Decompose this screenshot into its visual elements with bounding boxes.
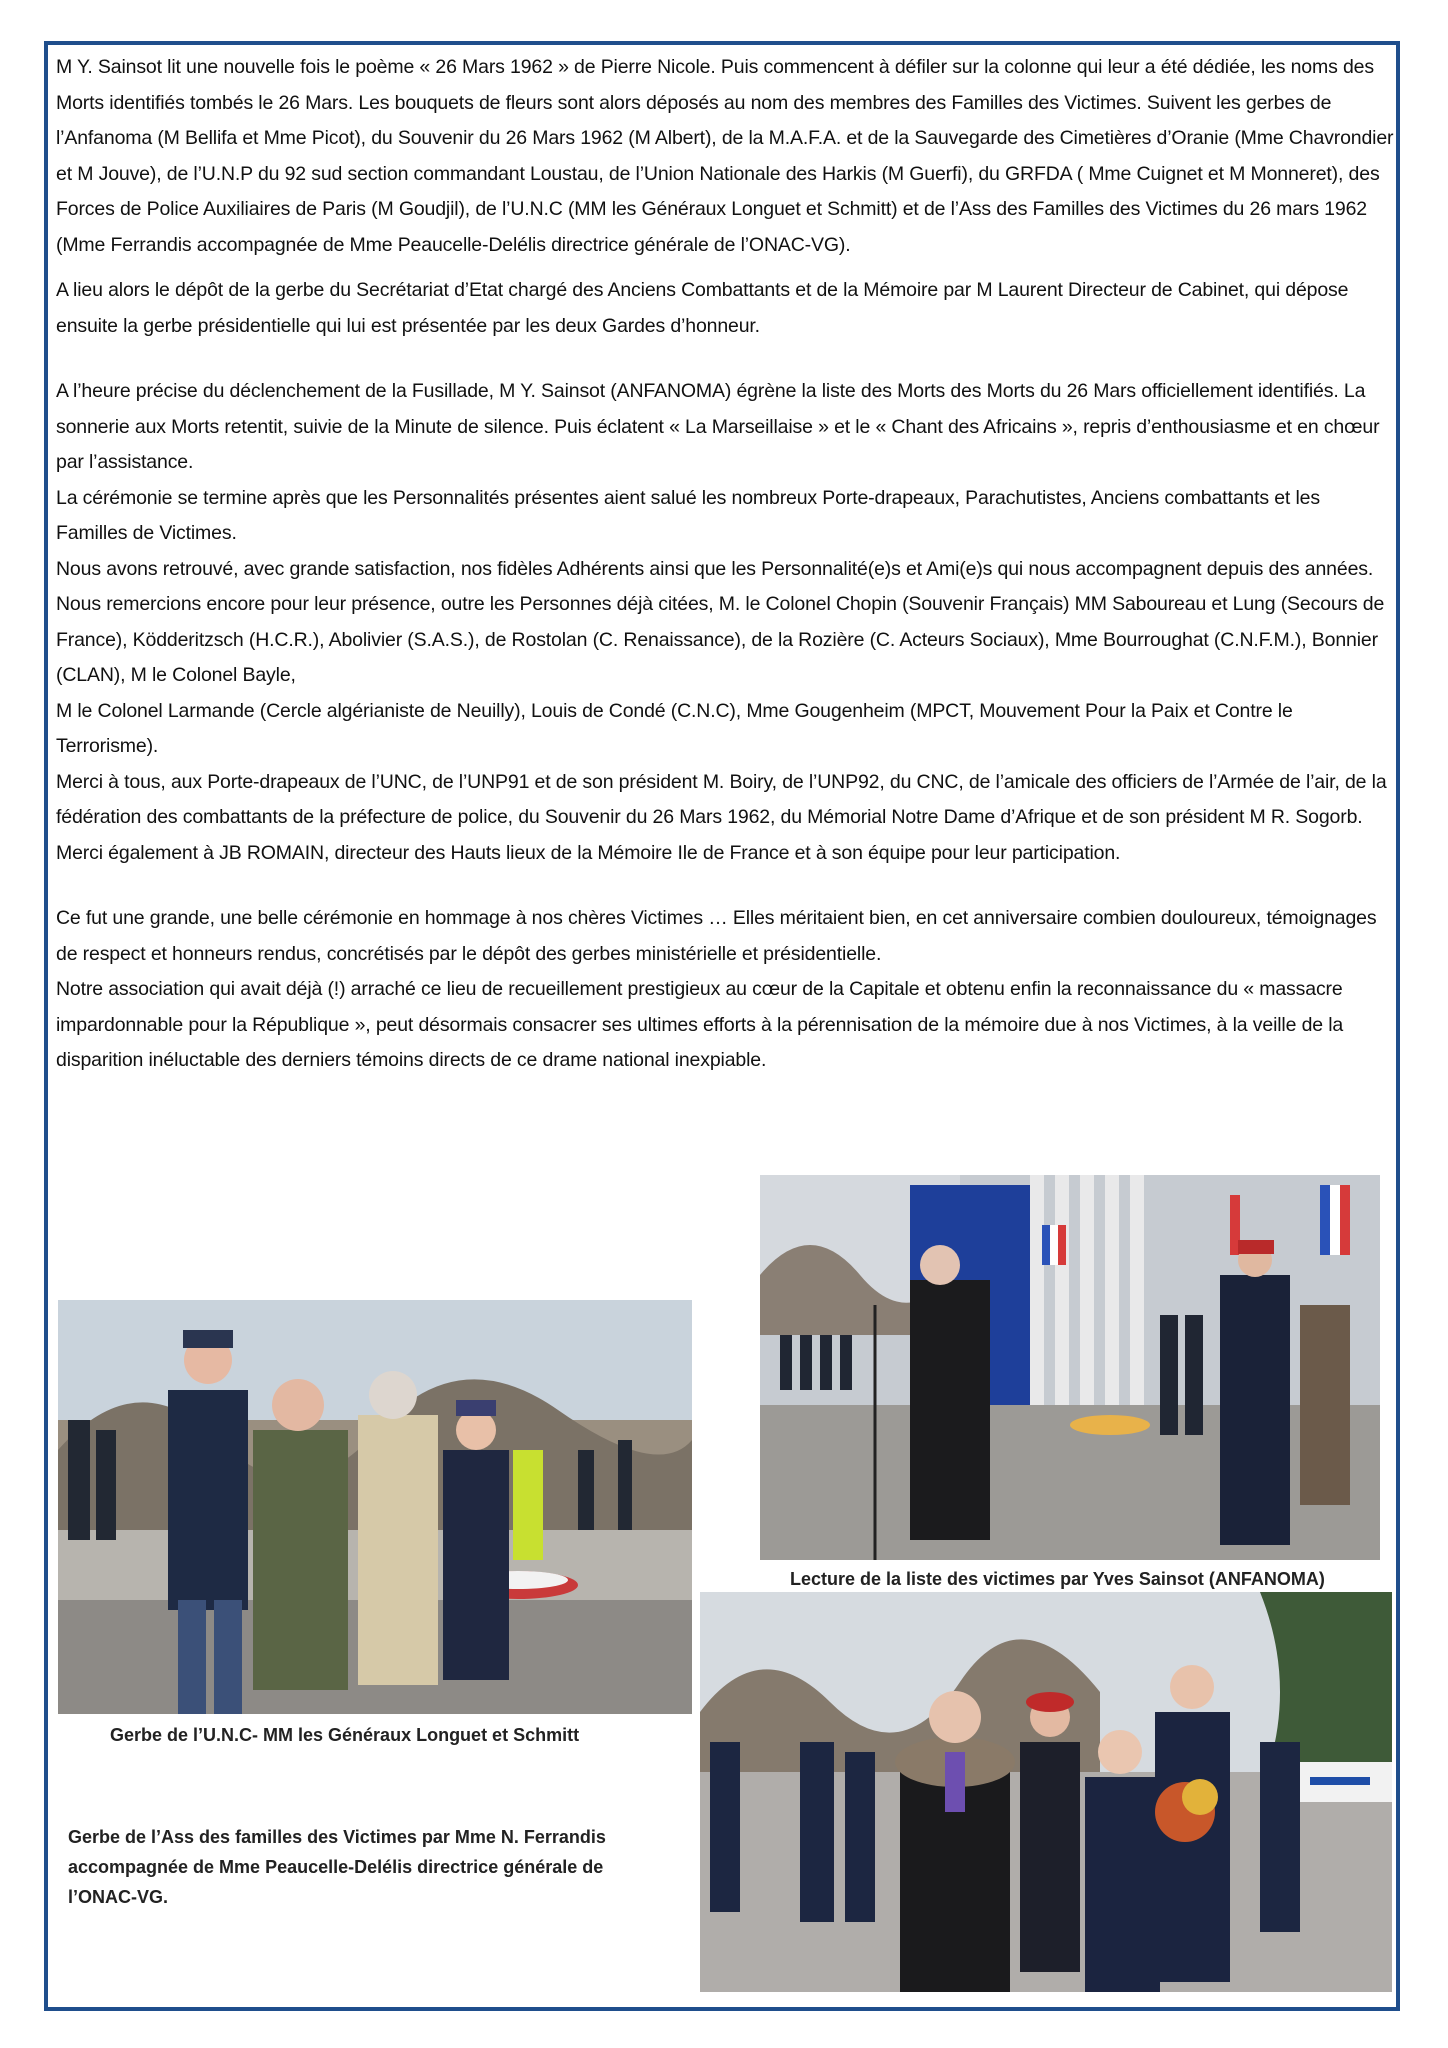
paragraph-presidential-gerbe: A lieu alors le dépôt de la gerbe du Secrétariat d’Etat chargé des Anciens Combattants et de la Mémoire par M Laurent Directeur de Cabinet, qui dépose ensuite la gerbe présidentielle qui lui est présentée par les deux Gardes d’honneur. <box>56 279 1349 337</box>
article-body <box>56 50 1396 1079</box>
photo-ass-familles-gerbe <box>700 1592 1392 1992</box>
photo-unc-gerbe <box>58 1300 692 1714</box>
photo-lecture-liste <box>760 1175 1380 1560</box>
caption-photo-ass-familles: Gerbe de l’Ass des familles des Victimes par Mme N. Ferrandis accompagnée de Mme Peaucelle-Delélis directrice générale de l’ONAC-VG. <box>68 1827 606 1907</box>
caption-photo-unc: Gerbe de l’U.N.C- MM les Généraux Longuet et Schmitt <box>110 1725 580 1745</box>
paragraph-association: Notre association qui avait déjà (!) arraché ce lieu de recueillement prestigieux au cœur de la Capitale et obtenu enfin la reconnaissance du « massacre impardonnable pour la République », peut désormais consacrer ses ultimes efforts à la pérennisation de la mémoire due à nos Victimes, à la veille de la disparition inéluctable des derniers témoins directs de ce drame national inexpiable. <box>56 978 1344 1071</box>
paragraph-tribute: Ce fut une grande, une belle cérémonie en hommage à nos chères Victimes … Elles méritaient bien, en cet anniversaire combien douloureux, témoignages de respect et honneurs rendus, concrétisés par le dépôt des gerbes ministérielle et présidentielle. <box>56 907 1377 965</box>
paragraph-thanks-personalities-cont: M le Colonel Larmande (Cercle algérianiste de Neuilly), Louis de Condé (C.N.C), Mme Gougenheim (MPCT, Mouvement Pour la Paix et Contre le Terrorisme). <box>56 699 1293 757</box>
paragraph-thanks-romain: Merci également à JB ROMAIN, directeur des Hauts lieux de la Mémoire Ile de France et à son équipe pour leur participation. <box>56 841 1121 864</box>
caption-photo-lecture: Lecture de la liste des victimes par Yves Sainsot (ANFANOMA) <box>790 1569 1325 1589</box>
paragraph-thanks-flags: Merci à tous, aux Porte-drapeaux de l’UNC, de l’UNP91 et de son président M. Boiry, de l’UNP92, du CNC, de l’amicale des officiers de l’Armée de l’air, de la fédération des combattants de la préfecture de police, du Souvenir du 26 Mars 1962, du Mémorial Notre Dame d’Afrique et de son président M R. Sogorb. <box>56 770 1387 828</box>
paragraph-thanks-personalities: Nous avons retrouvé, avec grande satisfaction, nos fidèles Adhérents ainsi que les Personnalité(e)s et Ami(e)s qui nous accompagnent depuis des années. Nous remercions encore pour leur présence, outre les Personnes déjà citées, M. le Colonel Chopin (Souvenir Français) MM Saboureau et Lung (Secours de France), Ködderitzsch (H.C.R.), Abolivier (S.A.S.), de Rostolan (C. Renaissance), de la Rozière (C. Acteurs Sociaux), Mme Bourroughat (C.N.F.M.), Bonnier (CLAN), M le Colonel Bayle, <box>56 557 1385 686</box>
paragraph-closing: La cérémonie se termine après que les Personnalités présentes aient salué les nombreux Porte-drapeaux, Parachutistes, Anciens combattants et les Familles de Victimes. <box>56 486 1320 544</box>
paragraph-fusillade: A l’heure précise du déclenchement de la Fusillade, M Y. Sainsot (ANFANOMA) égrène la liste des Morts des Morts du 26 Mars officiellement identifiés. La sonnerie aux Morts retentit, suivie de la Minute de silence. Puis éclatent « La Marseillaise » et le « Chant des Africains », repris d’enthousiasme et en chœur par l’assistance. <box>56 380 1380 473</box>
paragraph-ceremony-gerbes: M Y. Sainsot lit une nouvelle fois le poème « 26 Mars 1962 » de Pierre Nicole. Puis commencent à défiler sur la colonne qui leur a été dédiée, les noms des Morts identifiés tombés le 26 Mars. Les bouquets de fleurs sont alors déposés au nom des membres des Familles des Victimes. Suivent les gerbes de l’Anfanoma (M Bellifa et Mme Picot), du Souvenir du 26 Mars 1962 (M Albert), de la M.A.F.A. et de la Sauvegarde des Cimetières d’Oranie (Mme Chavrondier et M Jouve), de l’U.N.P du 92 sud section commandant Loustau, de l’Union Nationale des Harkis (M Guerfi), du GRFDA ( Mme Cuignet et M Monneret), des Forces de Police Auxiliaires de Paris (M Goudjil), de l’U.N.C (MM les Généraux Longuet et Schmitt) et de l’Ass des Familles des Victimes du 26 mars 1962 (Mme Ferrandis accompagnée de Mme Peaucelle-Delélis directrice générale de l’ONAC-VG). <box>56 56 1394 256</box>
